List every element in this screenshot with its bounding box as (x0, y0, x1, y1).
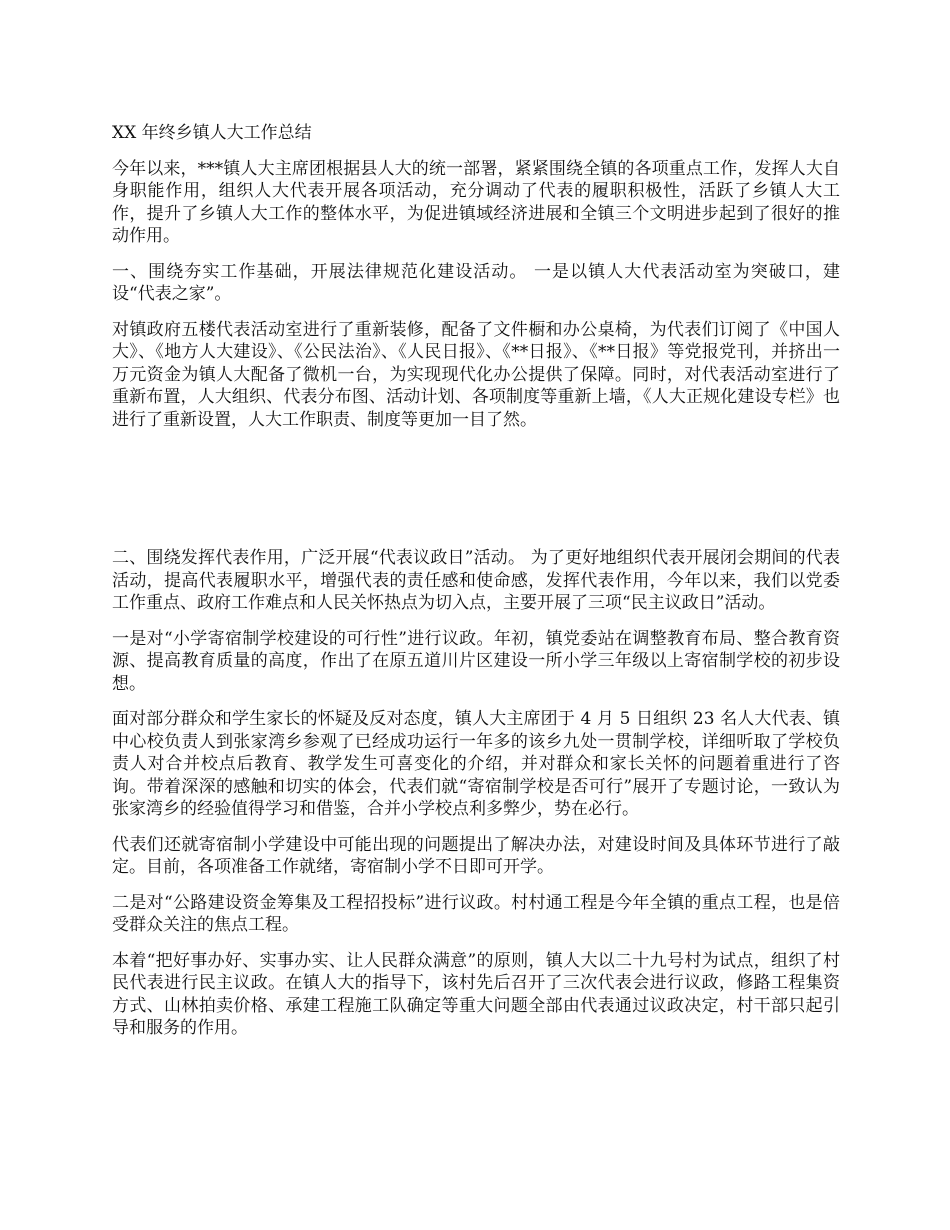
paragraph-solutions: 代表们还就寄宿制小学建设中可能出现的问题提出了解决办法，对建设时间及具体环节进行了敲定。目前，各项准备工作就绪，寄宿制小学不日即可开学。 (112, 834, 840, 877)
blank-gap (112, 444, 840, 547)
paragraph-section-two: 二、围绕发挥代表作用，广泛开展“代表议政日”活动。 为了更好地组织代表开展闭会期间的代表活动，提高代表履职水平，增强代表的责任感和使命感，发挥代表作用，今年以来，我们以党委工作重点、政府工作难点和人民关怀热点为切入点，主要开展了三项“民主议政日”活动。 (112, 548, 840, 613)
paragraph-road-funding: 二是对“公路建设资金筹集及工程招投标”进行议政。村村通工程是今年全镇的重点工程，也是倍受群众关注的焦点工程。 (112, 892, 840, 935)
paragraph-intro: 今年以来，***镇人大主席团根据县人大的统一部署，紧紧围绕全镇的各项重点工作，发挥人大自身职能作用，组织人大代表开展各项活动，充分调动了代表的履职积极性，活跃了乡镇人大工作，提升了乡镇人大工作的整体水平，为促进镇域经济进展和全镇三个文明进步起到了很好的推动作用。 (112, 158, 840, 246)
paragraph-activity-room: 对镇政府五楼代表活动室进行了重新装修，配备了文件橱和办公桌椅，为代表们订阅了《中国人大》、《地方人大建设》、《公民法治》、《人民日报》、《**日报》、《**日报》等党报党刊，并挤出一万元资金为镇人大配备了微机一台，为实现现代化办公提供了保障。同时，对代表活动室进行了重新布置，人大组织、代表分布图、活动计划、各项制度等重新上墙，《人大正规化建设专栏》也进行了重新设置，人大工作职责、制度等更加一目了然。 (112, 319, 840, 430)
document-body (112, 122, 840, 1053)
paragraph-section-one: 一、围绕夯实工作基础，开展法律规范化建设活动。 一是以镇人大代表活动室为突破口，建设“代表之家”。 (112, 261, 840, 304)
paragraph-boarding-school: 一是对“小学寄宿制学校建设的可行性”进行议政。年初，镇党委站在调整教育布局、整合教育资源、提高教育质量的高度，作出了在原五道川片区建设一所小学三年级以上寄宿制学校的初步设想。 (112, 628, 840, 694)
paragraph-village-pilot: 本着“把好事办好、实事办实、让人民群众满意”的原则，镇人大以二十九号村为试点，组织了村民代表进行民主议政。在镇人大的指导下，该村先后召开了三次代表会进行议政，修路工程集资方式、山林拍卖价格、承建工程施工队确定等重大问题全部由代表通过议政决定，村干部只起引导和服务的作用。 (112, 950, 840, 1038)
paragraph-parents-concern: 面对部分群众和学生家长的怀疑及反对态度，镇人大主席团于 4 月 5 日组织 23 名人大代表、镇中心校负责人到张家湾乡参观了已经成功运行一年多的该乡九处一贯制学校，详细听取了学校负责人对合并校点后教育、教学发生可喜变化的介绍，并对群众和家长关怀的问题着重进行了咨询。带着深深的感触和切实的体会，代表们就“寄宿制学校是否可行”展开了专题讨论，一致认为张家湾乡的经验值得学习和借鉴，合并小学校点利多弊少，势在必行。 (112, 709, 840, 819)
document-title: XX 年终乡镇人大工作总结 (112, 123, 312, 143)
